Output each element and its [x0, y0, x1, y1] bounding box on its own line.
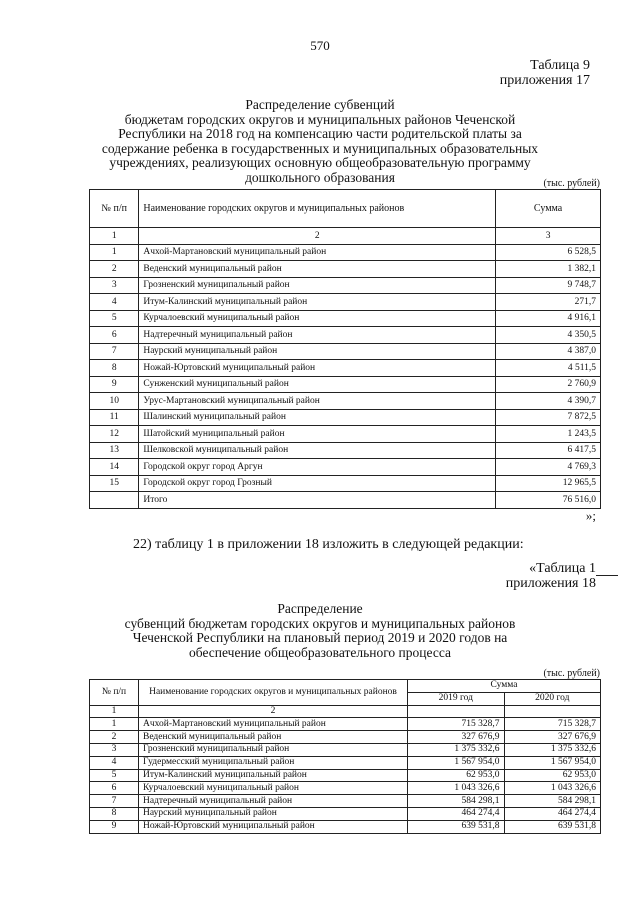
row-number: 9 [90, 820, 139, 833]
table-row [90, 475, 601, 492]
col-number: 3 [496, 228, 601, 245]
row-number: 8 [90, 360, 139, 377]
district-name: Городской округ город Грозный [139, 475, 496, 492]
table-row [90, 807, 601, 820]
table9-units: (тыс. рублей) [543, 178, 600, 189]
table-row [90, 442, 601, 459]
table-row [90, 459, 601, 476]
table-row [90, 393, 601, 410]
district-name: Грозненский муниципальный район [139, 277, 496, 294]
title-line: учреждениях, реализующих основную общеобразовательную программу [109, 155, 531, 170]
total-label: Итого [139, 492, 496, 509]
title-line: субвенций бюджетам городских округов и муниципальных районов [124, 615, 516, 631]
table-row [90, 743, 601, 756]
row-number: 15 [90, 475, 139, 492]
district-name: Итум-Калинский муниципальный район [139, 769, 408, 782]
row-number: 10 [90, 393, 139, 410]
header-name: Наименование городских округов и муниципальных районов [139, 680, 408, 706]
amount: 6 528,5 [496, 244, 601, 261]
amount-2020: 327 676,9 [504, 731, 601, 744]
amount: 2 760,9 [496, 376, 601, 393]
amount-2019: 715 328,7 [408, 718, 505, 731]
row-number: 7 [90, 795, 139, 808]
row-number: 5 [90, 769, 139, 782]
table-row [90, 731, 601, 744]
amount-2019: 1 043 326,6 [408, 782, 505, 795]
row-number: 5 [90, 310, 139, 327]
amount: 4 769,3 [496, 459, 601, 476]
table1-ref-line2: приложения 18 [505, 576, 596, 591]
district-name: Городской округ город Аргун [139, 459, 496, 476]
district-name: Надтеречный муниципальный район [139, 795, 408, 808]
table-row [90, 782, 601, 795]
amount: 4 390,7 [496, 393, 601, 410]
table-row [90, 294, 601, 311]
table9-title [95, 98, 545, 185]
table-row [90, 261, 601, 278]
row-number: 1 [90, 244, 139, 261]
table-row [90, 244, 601, 261]
column-numbers-row [90, 705, 601, 718]
amount-2020: 62 953,0 [504, 769, 601, 782]
title-line: Чеченской Республики на плановый период 2019 и 2020 годов на [132, 630, 508, 645]
row-number: 3 [90, 743, 139, 756]
amount: 271,7 [496, 294, 601, 311]
col-number-empty [408, 705, 505, 718]
title-line: дошкольного образования [245, 169, 395, 185]
district-name: Веденский муниципальный район [139, 261, 496, 278]
district-name: Наурский муниципальный район [139, 343, 496, 360]
table-row [90, 769, 601, 782]
header-num: № п/п [90, 680, 139, 706]
table-row [90, 327, 601, 344]
table-header-row [90, 680, 601, 693]
row-number: 13 [90, 442, 139, 459]
row-number: 6 [90, 782, 139, 795]
district-name: Шалинский муниципальный район [139, 409, 496, 426]
row-number: 4 [90, 756, 139, 769]
header-sum: Сумма [496, 190, 601, 228]
amount-2020: 1 567 954,0 [504, 756, 601, 769]
row-number: 1 [90, 718, 139, 731]
table1-units: (тыс. рублей) [543, 668, 600, 679]
district-name: Курчалоевский муниципальный район [139, 310, 496, 327]
amount: 4 511,5 [496, 360, 601, 377]
amendment-instruction: 22) таблицу 1 в приложении 18 изложить в следующей редакции: [133, 537, 524, 552]
table-row [90, 310, 601, 327]
district-name: Веденский муниципальный район [139, 731, 408, 744]
amount: 4 350,5 [496, 327, 601, 344]
district-name: Ножай-Юртовский муниципальный район [139, 820, 408, 833]
row-number: 12 [90, 426, 139, 443]
amount: 9 748,7 [496, 277, 601, 294]
table9-ref-line2: приложения 17 [499, 73, 590, 88]
title-line: Распределение [277, 601, 363, 616]
col-number: 1 [90, 228, 139, 245]
row-number: 2 [90, 731, 139, 744]
amount: 4 916,1 [496, 310, 601, 327]
district-name: Шелковской муниципальный район [139, 442, 496, 459]
title-line: Республики на 2018 год на компенсацию части родительской платы за [118, 126, 522, 141]
district-name: Урус-Мартановский муниципальный район [139, 393, 496, 410]
row-number: 4 [90, 294, 139, 311]
header-2019: 2019 год [408, 692, 505, 705]
table1-title [95, 602, 545, 660]
amount: 12 965,5 [496, 475, 601, 492]
amount-2019: 584 298,1 [408, 795, 505, 808]
table1-reference [506, 561, 596, 591]
amount-2020: 1 375 332,6 [504, 743, 601, 756]
page-number: 570 [310, 38, 330, 53]
amount-2019: 62 953,0 [408, 769, 505, 782]
column-numbers-row [90, 228, 601, 245]
title-line: содержание ребенка в государственных и муниципальных образовательных [101, 140, 539, 156]
table-row [90, 376, 601, 393]
header-name: Наименование городских округов и муниципальных районов [139, 190, 496, 228]
amount-2020: 464 274,4 [504, 807, 601, 820]
amount: 6 417,5 [496, 442, 601, 459]
title-line: бюджетам городских округов и муниципальных районов Чеченской [124, 111, 516, 127]
district-name: Ножай-Юртовский муниципальный район [139, 360, 496, 377]
closing-mark: »; [585, 508, 596, 523]
amount-2020: 584 298,1 [504, 795, 601, 808]
district-name: Наурский муниципальный район [139, 807, 408, 820]
table-row [90, 426, 601, 443]
amount: 7 872,5 [496, 409, 601, 426]
table9-reference [500, 58, 590, 88]
district-name: Ачхой-Мартановский муниципальный район [139, 718, 408, 731]
amount-2019: 1 375 332,6 [408, 743, 505, 756]
amount-2020: 639 531,8 [504, 820, 601, 833]
amount: 1 243,5 [496, 426, 601, 443]
table-row [90, 820, 601, 833]
district-name: Гудермесский муниципальный район [139, 756, 408, 769]
table-row [90, 756, 601, 769]
ref-underline [596, 575, 618, 576]
table-header-row [90, 190, 601, 228]
title-line: обеспечение общеобразовательного процесса [189, 644, 451, 660]
amount-2019: 327 676,9 [408, 731, 505, 744]
row-number: 14 [90, 459, 139, 476]
total-num-empty [90, 492, 139, 509]
title-line: Распределение субвенций [245, 97, 395, 112]
header-2020: 2020 год [504, 692, 601, 705]
amount-2020: 715 328,7 [504, 718, 601, 731]
district-name: Грозненский муниципальный район [139, 743, 408, 756]
col-number: 2 [139, 228, 496, 245]
table9 [89, 189, 601, 509]
header-num: № п/п [90, 190, 139, 228]
row-number: 8 [90, 807, 139, 820]
amount-2019: 1 567 954,0 [408, 756, 505, 769]
col-number: 2 [139, 705, 408, 718]
row-number: 2 [90, 261, 139, 278]
amount: 1 382,1 [496, 261, 601, 278]
row-number: 9 [90, 376, 139, 393]
amount: 4 387,0 [496, 343, 601, 360]
row-number: 7 [90, 343, 139, 360]
district-name: Итум-Калинский муниципальный район [139, 294, 496, 311]
district-name: Курчалоевский муниципальный район [139, 782, 408, 795]
table-row [90, 360, 601, 377]
table-row [90, 277, 601, 294]
row-number: 11 [90, 409, 139, 426]
table1-ref-line1: «Таблица 1 [529, 561, 596, 576]
district-name: Сунженский муниципальный район [139, 376, 496, 393]
col-number-empty [504, 705, 601, 718]
table1 [89, 679, 601, 834]
table-row [90, 409, 601, 426]
amount-2020: 1 043 326,6 [504, 782, 601, 795]
district-name: Надтеречный муниципальный район [139, 327, 496, 344]
table-row [90, 343, 601, 360]
total-amount: 76 516,0 [496, 492, 601, 509]
row-number: 3 [90, 277, 139, 294]
district-name: Ачхой-Мартановский муниципальный район [139, 244, 496, 261]
table-row [90, 795, 601, 808]
table9-ref-line1: Таблица 9 [530, 58, 590, 73]
header-sum: Сумма [408, 680, 601, 693]
table-row [90, 718, 601, 731]
district-name: Шатойский муниципальный район [139, 426, 496, 443]
row-number: 6 [90, 327, 139, 344]
amount-2019: 639 531,8 [408, 820, 505, 833]
amount-2019: 464 274,4 [408, 807, 505, 820]
col-number: 1 [90, 705, 139, 718]
total-row [90, 492, 601, 509]
